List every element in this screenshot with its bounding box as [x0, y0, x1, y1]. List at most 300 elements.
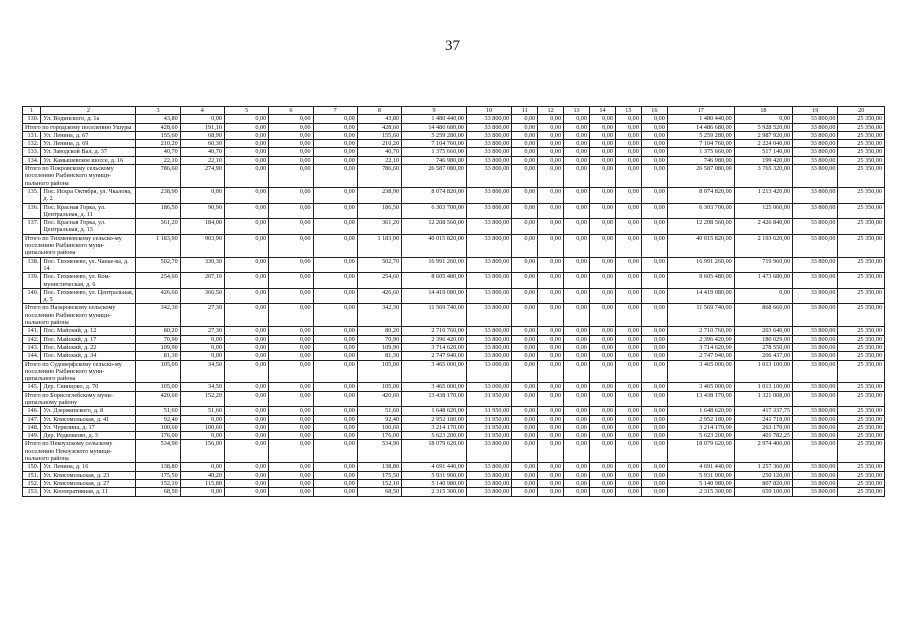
- value-cell: 1 257 360,00: [734, 463, 792, 471]
- table-row: [23, 423, 885, 431]
- address-cell: Пос. Майский, д. 12: [41, 327, 136, 335]
- value-cell: 33 800,00: [793, 148, 838, 156]
- subtotal-label: Итого по Судоверфскому сельско-му поселению Рыбинского муни-ципального района: [23, 360, 136, 383]
- value-cell: 33 800,00: [793, 407, 838, 415]
- value-cell: 5 623 200,00: [667, 432, 734, 440]
- value-cell: 18 079 620,00: [667, 440, 734, 463]
- value-cell: 1 480 440,00: [402, 115, 467, 123]
- value-cell: 51,60: [180, 407, 224, 415]
- value-cell: 0,00: [641, 156, 667, 164]
- value-cell: 14 486 680,00: [402, 123, 467, 131]
- value-cell: 0,00: [615, 123, 641, 131]
- value-cell: 401 782,25: [734, 432, 792, 440]
- value-cell: 0,00: [641, 391, 667, 407]
- value-cell: 100,60: [136, 423, 180, 431]
- column-number-header: 5: [224, 107, 268, 115]
- value-cell: 184,00: [180, 219, 224, 235]
- value-cell: 263 170,00: [734, 423, 792, 431]
- value-cell: 12 208 560,00: [402, 219, 467, 235]
- value-cell: 0,00: [224, 440, 268, 463]
- value-cell: 0,00: [590, 257, 616, 273]
- value-cell: 0,00: [512, 123, 538, 131]
- table-row: [23, 383, 885, 391]
- value-cell: 25 350,00: [838, 203, 885, 219]
- value-cell: 0,00: [734, 288, 792, 304]
- table-row: [23, 352, 885, 360]
- value-cell: 0,00: [615, 156, 641, 164]
- value-cell: 33 800,00: [793, 165, 838, 188]
- value-cell: 92,40: [136, 415, 180, 423]
- address-cell: Ул. Кооперативная, д. 11: [41, 488, 136, 496]
- value-cell: 0,00: [224, 304, 268, 327]
- value-cell: 155,60: [357, 131, 401, 139]
- value-cell: 199 420,00: [734, 156, 792, 164]
- value-cell: 0,00: [313, 343, 357, 351]
- value-cell: 25 350,00: [838, 273, 885, 289]
- value-cell: 0,00: [641, 131, 667, 139]
- address-cell: Ул. Камышевское шоссе, д. 16: [41, 156, 136, 164]
- value-cell: 0,00: [590, 415, 616, 423]
- value-cell: 0,00: [564, 131, 590, 139]
- value-cell: 0,00: [590, 488, 616, 496]
- value-cell: 68,90: [180, 131, 224, 139]
- table-row: [23, 219, 885, 235]
- value-cell: 31 950,00: [466, 432, 511, 440]
- value-cell: 0,00: [269, 432, 313, 440]
- value-cell: 0,00: [641, 234, 667, 257]
- column-number-header: 11: [512, 107, 538, 115]
- value-cell: 33 800,00: [793, 115, 838, 123]
- value-cell: 16 991 260,00: [402, 257, 467, 273]
- value-cell: 241 718,00: [734, 415, 792, 423]
- value-cell: 0,00: [269, 156, 313, 164]
- value-cell: 0,00: [224, 479, 268, 487]
- value-cell: 0,00: [269, 327, 313, 335]
- column-number-header: 17: [667, 107, 734, 115]
- value-cell: 0,00: [538, 203, 564, 219]
- value-cell: 0,00: [641, 488, 667, 496]
- value-cell: 428,60: [357, 123, 401, 131]
- value-cell: 152,20: [180, 391, 224, 407]
- value-cell: 33 800,00: [466, 187, 511, 203]
- value-cell: 0,00: [538, 327, 564, 335]
- value-cell: 0,00: [641, 383, 667, 391]
- row-number-cell: 142.: [23, 335, 41, 343]
- value-cell: 342,30: [357, 304, 401, 327]
- value-cell: 33 800,00: [793, 360, 838, 383]
- page-number: 37: [445, 38, 460, 54]
- value-cell: 0,00: [224, 391, 268, 407]
- value-cell: 100,60: [357, 423, 401, 431]
- value-cell: 33 000,00: [466, 360, 511, 383]
- address-cell: Пос. Майский, д. 22: [41, 343, 136, 351]
- address-cell: Ул. Ленина, д. 67: [41, 131, 136, 139]
- value-cell: 33 800,00: [793, 423, 838, 431]
- value-cell: 33 800,00: [466, 165, 511, 188]
- row-number-cell: 141.: [23, 327, 41, 335]
- value-cell: 34,50: [180, 383, 224, 391]
- column-number-header: 20: [838, 107, 885, 115]
- value-cell: 14 419 080,00: [667, 288, 734, 304]
- value-cell: 0,00: [313, 273, 357, 289]
- value-cell: 0,00: [512, 203, 538, 219]
- value-cell: 0,00: [538, 415, 564, 423]
- value-cell: 0,00: [641, 432, 667, 440]
- value-cell: 0,00: [615, 115, 641, 123]
- address-cell: Пос. Тихменево, ул. Чапае-ва, д. 14: [41, 257, 136, 273]
- table-row: [23, 335, 885, 343]
- value-cell: 0,00: [590, 304, 616, 327]
- value-cell: 203 640,00: [734, 327, 792, 335]
- value-cell: 0,00: [564, 432, 590, 440]
- value-cell: 51,60: [357, 407, 401, 415]
- value-cell: 0,00: [538, 343, 564, 351]
- value-cell: 7 104 760,00: [667, 140, 734, 148]
- value-cell: 361,20: [357, 219, 401, 235]
- value-cell: 0,00: [564, 440, 590, 463]
- value-cell: 0,00: [512, 415, 538, 423]
- value-cell: 0,00: [538, 335, 564, 343]
- value-cell: 25 350,00: [838, 187, 885, 203]
- value-cell: 0,00: [512, 383, 538, 391]
- value-cell: 156,00: [180, 440, 224, 463]
- value-cell: 25 350,00: [838, 288, 885, 304]
- value-cell: 18 079 620,00: [402, 440, 467, 463]
- column-number-header: 3: [136, 107, 180, 115]
- value-cell: 16 991 260,00: [667, 257, 734, 273]
- value-cell: 1 648 620,00: [667, 407, 734, 415]
- value-cell: 0,00: [641, 115, 667, 123]
- value-cell: 0,00: [564, 115, 590, 123]
- value-cell: 0,00: [564, 335, 590, 343]
- value-cell: 25 350,00: [838, 479, 885, 487]
- value-cell: 33 800,00: [466, 488, 511, 496]
- value-cell: 0,00: [641, 335, 667, 343]
- value-cell: 105,00: [136, 360, 180, 383]
- value-cell: 5 259 280,00: [667, 131, 734, 139]
- value-cell: 0,00: [269, 140, 313, 148]
- column-number-header: 15: [615, 107, 641, 115]
- value-cell: 186,50: [136, 203, 180, 219]
- row-number-cell: 134.: [23, 156, 41, 164]
- value-cell: 2 710 760,00: [667, 327, 734, 335]
- value-cell: 4 691 440,00: [667, 463, 734, 471]
- value-cell: 0,00: [615, 360, 641, 383]
- value-cell: 0,00: [641, 187, 667, 203]
- value-cell: 0,00: [615, 257, 641, 273]
- value-cell: 25 350,00: [838, 304, 885, 327]
- value-cell: 0,00: [224, 488, 268, 496]
- value-cell: 0,00: [641, 123, 667, 131]
- value-cell: 0,00: [641, 407, 667, 415]
- value-cell: 0,00: [512, 440, 538, 463]
- value-cell: 25 350,00: [838, 432, 885, 440]
- value-cell: 0,00: [224, 360, 268, 383]
- address-cell: Пос. Тихменево, ул. Ком-мунистическая, д. 6: [41, 273, 136, 289]
- value-cell: 0,00: [615, 463, 641, 471]
- value-cell: 0,00: [269, 440, 313, 463]
- address-cell: Ул. Ленина, д. 69: [41, 140, 136, 148]
- row-number-cell: 145.: [23, 383, 41, 391]
- value-cell: 0,00: [641, 140, 667, 148]
- value-cell: 868 660,00: [734, 304, 792, 327]
- value-cell: 6 303 700,00: [667, 203, 734, 219]
- value-cell: 5 140 980,00: [667, 479, 734, 487]
- value-cell: 8 074 820,00: [667, 187, 734, 203]
- value-cell: 0,00: [269, 203, 313, 219]
- value-cell: 0,00: [269, 383, 313, 391]
- value-cell: 0,00: [269, 415, 313, 423]
- value-cell: 0,00: [615, 352, 641, 360]
- address-cell: Ул. Водинского, д. 1а: [41, 115, 136, 123]
- value-cell: 0,00: [564, 327, 590, 335]
- value-cell: 33 800,00: [466, 203, 511, 219]
- value-cell: 0,00: [538, 488, 564, 496]
- value-cell: 25 350,00: [838, 156, 885, 164]
- value-cell: 176,00: [357, 432, 401, 440]
- value-cell: 40 015 820,00: [402, 234, 467, 257]
- value-cell: 0,00: [313, 335, 357, 343]
- value-cell: 33 800,00: [466, 131, 511, 139]
- value-cell: 33 800,00: [793, 304, 838, 327]
- value-cell: 1 183,90: [357, 234, 401, 257]
- value-cell: 0,00: [512, 463, 538, 471]
- value-cell: 25 350,00: [838, 131, 885, 139]
- value-cell: 659 100,00: [734, 488, 792, 496]
- value-cell: 0,00: [269, 288, 313, 304]
- value-cell: 3 465 000,00: [667, 383, 734, 391]
- value-cell: 0,00: [313, 140, 357, 148]
- value-cell: 0,00: [590, 140, 616, 148]
- value-cell: 0,00: [224, 327, 268, 335]
- value-cell: 0,00: [224, 257, 268, 273]
- value-cell: 25 350,00: [838, 115, 885, 123]
- value-cell: 0,00: [269, 304, 313, 327]
- value-cell: 0,00: [564, 123, 590, 131]
- value-cell: 0,00: [224, 407, 268, 415]
- value-cell: 3 465 000,00: [667, 360, 734, 383]
- value-cell: 3 465 000,00: [402, 383, 467, 391]
- value-cell: 0,00: [615, 479, 641, 487]
- value-cell: 3 714 620,00: [402, 343, 467, 351]
- value-cell: 33 800,00: [793, 383, 838, 391]
- value-cell: 2 315 300,00: [667, 488, 734, 496]
- value-cell: 0,00: [641, 257, 667, 273]
- value-cell: 0,00: [615, 432, 641, 440]
- value-cell: 0,00: [538, 440, 564, 463]
- value-cell: 14 486 680,00: [667, 123, 734, 131]
- value-cell: 0,00: [180, 415, 224, 423]
- value-cell: 0,00: [615, 415, 641, 423]
- value-cell: 25 350,00: [838, 165, 885, 188]
- value-cell: 25 350,00: [838, 219, 885, 235]
- value-cell: 33 800,00: [793, 391, 838, 407]
- value-cell: 33 800,00: [793, 343, 838, 351]
- row-number-cell: 131.: [23, 131, 41, 139]
- subtotal-row: [23, 123, 885, 131]
- value-cell: 0,00: [313, 391, 357, 407]
- value-cell: 2 747 940,00: [402, 352, 467, 360]
- value-cell: 0,00: [512, 479, 538, 487]
- value-cell: 0,00: [269, 352, 313, 360]
- value-cell: 0,00: [224, 432, 268, 440]
- value-cell: 152,10: [136, 479, 180, 487]
- value-cell: 0,00: [224, 234, 268, 257]
- value-cell: 0,00: [590, 156, 616, 164]
- value-cell: 25 350,00: [838, 257, 885, 273]
- table-row: [23, 257, 885, 273]
- row-number-cell: 135.: [23, 187, 41, 203]
- table-row: [23, 140, 885, 148]
- value-cell: 31 950,00: [466, 423, 511, 431]
- value-cell: 2 987 920,00: [734, 131, 792, 139]
- value-cell: 2 426 840,00: [734, 219, 792, 235]
- row-number-cell: 137.: [23, 219, 41, 235]
- value-cell: 70,90: [136, 335, 180, 343]
- value-cell: 207,10: [180, 273, 224, 289]
- value-cell: 0,00: [538, 383, 564, 391]
- value-cell: 33 800,00: [793, 187, 838, 203]
- value-cell: 115,80: [180, 479, 224, 487]
- value-cell: 33 800,00: [793, 234, 838, 257]
- value-cell: 0,00: [590, 148, 616, 156]
- value-cell: 22,10: [136, 156, 180, 164]
- value-cell: 0,00: [269, 219, 313, 235]
- value-cell: 426,60: [136, 288, 180, 304]
- row-number-cell: 139.: [23, 273, 41, 289]
- value-cell: 0,00: [615, 335, 641, 343]
- value-cell: 0,00: [269, 148, 313, 156]
- value-cell: 0,00: [641, 360, 667, 383]
- value-cell: 33 800,00: [793, 273, 838, 289]
- value-cell: 0,00: [590, 234, 616, 257]
- value-cell: 33 800,00: [466, 335, 511, 343]
- row-number-cell: 147.: [23, 415, 41, 423]
- value-cell: 34,50: [180, 360, 224, 383]
- table-row: [23, 148, 885, 156]
- value-cell: 3 765 320,00: [734, 165, 792, 188]
- value-cell: 0,00: [313, 423, 357, 431]
- value-cell: 138,80: [357, 463, 401, 471]
- column-number-header: 13: [564, 107, 590, 115]
- value-cell: 0,00: [538, 391, 564, 407]
- value-cell: 417 337,75: [734, 407, 792, 415]
- value-cell: 0,00: [512, 423, 538, 431]
- table-row: [23, 407, 885, 415]
- value-cell: 746 980,00: [402, 156, 467, 164]
- address-cell: Ул. Чурилина, д. 17: [41, 423, 136, 431]
- address-cell: Ул. Комсомольская, д. 23: [41, 471, 136, 479]
- value-cell: 8 605 480,00: [667, 273, 734, 289]
- value-cell: 8 074 820,00: [402, 187, 467, 203]
- value-cell: 22,10: [357, 156, 401, 164]
- subtotal-row: [23, 440, 885, 463]
- value-cell: 0,00: [615, 423, 641, 431]
- value-cell: 502,70: [136, 257, 180, 273]
- value-cell: 206 437,00: [734, 352, 792, 360]
- value-cell: 0,00: [313, 148, 357, 156]
- value-cell: 0,00: [641, 148, 667, 156]
- value-cell: 33 800,00: [793, 440, 838, 463]
- value-cell: 80,20: [357, 327, 401, 335]
- value-cell: 719 960,00: [734, 257, 792, 273]
- value-cell: 0,00: [269, 471, 313, 479]
- value-cell: 0,00: [224, 156, 268, 164]
- value-cell: 0,00: [512, 156, 538, 164]
- value-cell: 40,70: [357, 148, 401, 156]
- value-cell: 0,00: [313, 327, 357, 335]
- column-number-header: 6: [269, 107, 313, 115]
- value-cell: 0,00: [615, 203, 641, 219]
- value-cell: 33 800,00: [466, 140, 511, 148]
- value-cell: 33 800,00: [466, 288, 511, 304]
- value-cell: 0,00: [564, 343, 590, 351]
- value-cell: 33 800,00: [466, 327, 511, 335]
- value-cell: 0,00: [269, 131, 313, 139]
- value-cell: 0,00: [538, 234, 564, 257]
- row-number-cell: 132.: [23, 140, 41, 148]
- value-cell: 25 350,00: [838, 148, 885, 156]
- row-number-cell: 149.: [23, 432, 41, 440]
- value-cell: 0,00: [590, 203, 616, 219]
- value-cell: 0,00: [538, 131, 564, 139]
- value-cell: 0,00: [538, 288, 564, 304]
- column-number-header: 1: [23, 107, 41, 115]
- value-cell: 502,70: [357, 257, 401, 273]
- value-cell: 0,00: [538, 148, 564, 156]
- subtotal-label: Итого по Назаровскому сельскому поселению Рыбинского муници-пального района: [23, 304, 136, 327]
- value-cell: 0,00: [313, 479, 357, 487]
- value-cell: 68,50: [357, 488, 401, 496]
- value-cell: 0,00: [590, 471, 616, 479]
- value-cell: 0,00: [269, 115, 313, 123]
- value-cell: 40,20: [180, 471, 224, 479]
- value-cell: 0,00: [641, 471, 667, 479]
- value-cell: 0,00: [564, 360, 590, 383]
- value-cell: 0,00: [313, 219, 357, 235]
- value-cell: 25 350,00: [838, 407, 885, 415]
- value-cell: 278 550,00: [734, 343, 792, 351]
- value-cell: 90,90: [180, 203, 224, 219]
- value-cell: 0,00: [564, 234, 590, 257]
- value-cell: 27,30: [180, 304, 224, 327]
- value-cell: 5 623 200,00: [402, 432, 467, 440]
- value-cell: 25 350,00: [838, 423, 885, 431]
- value-cell: 25 350,00: [838, 343, 885, 351]
- value-cell: 0,00: [224, 415, 268, 423]
- value-cell: 0,00: [313, 288, 357, 304]
- value-cell: 903,90: [180, 234, 224, 257]
- value-cell: 186,50: [357, 203, 401, 219]
- value-cell: 0,00: [564, 288, 590, 304]
- value-cell: 1 013 100,00: [734, 360, 792, 383]
- value-cell: 0,00: [224, 471, 268, 479]
- value-cell: 105,00: [357, 360, 401, 383]
- value-cell: 125 060,00: [734, 203, 792, 219]
- value-cell: 5 931 900,00: [402, 471, 467, 479]
- value-cell: 0,00: [180, 488, 224, 496]
- value-cell: 0,00: [590, 352, 616, 360]
- value-cell: 0,00: [313, 304, 357, 327]
- value-cell: 0,00: [590, 123, 616, 131]
- value-cell: 25 350,00: [838, 327, 885, 335]
- row-number-cell: 150.: [23, 463, 41, 471]
- value-cell: 81,30: [357, 352, 401, 360]
- row-number-cell: 133.: [23, 148, 41, 156]
- value-cell: 0,00: [538, 123, 564, 131]
- value-cell: 33 800,00: [793, 257, 838, 273]
- row-number-cell: 144.: [23, 352, 41, 360]
